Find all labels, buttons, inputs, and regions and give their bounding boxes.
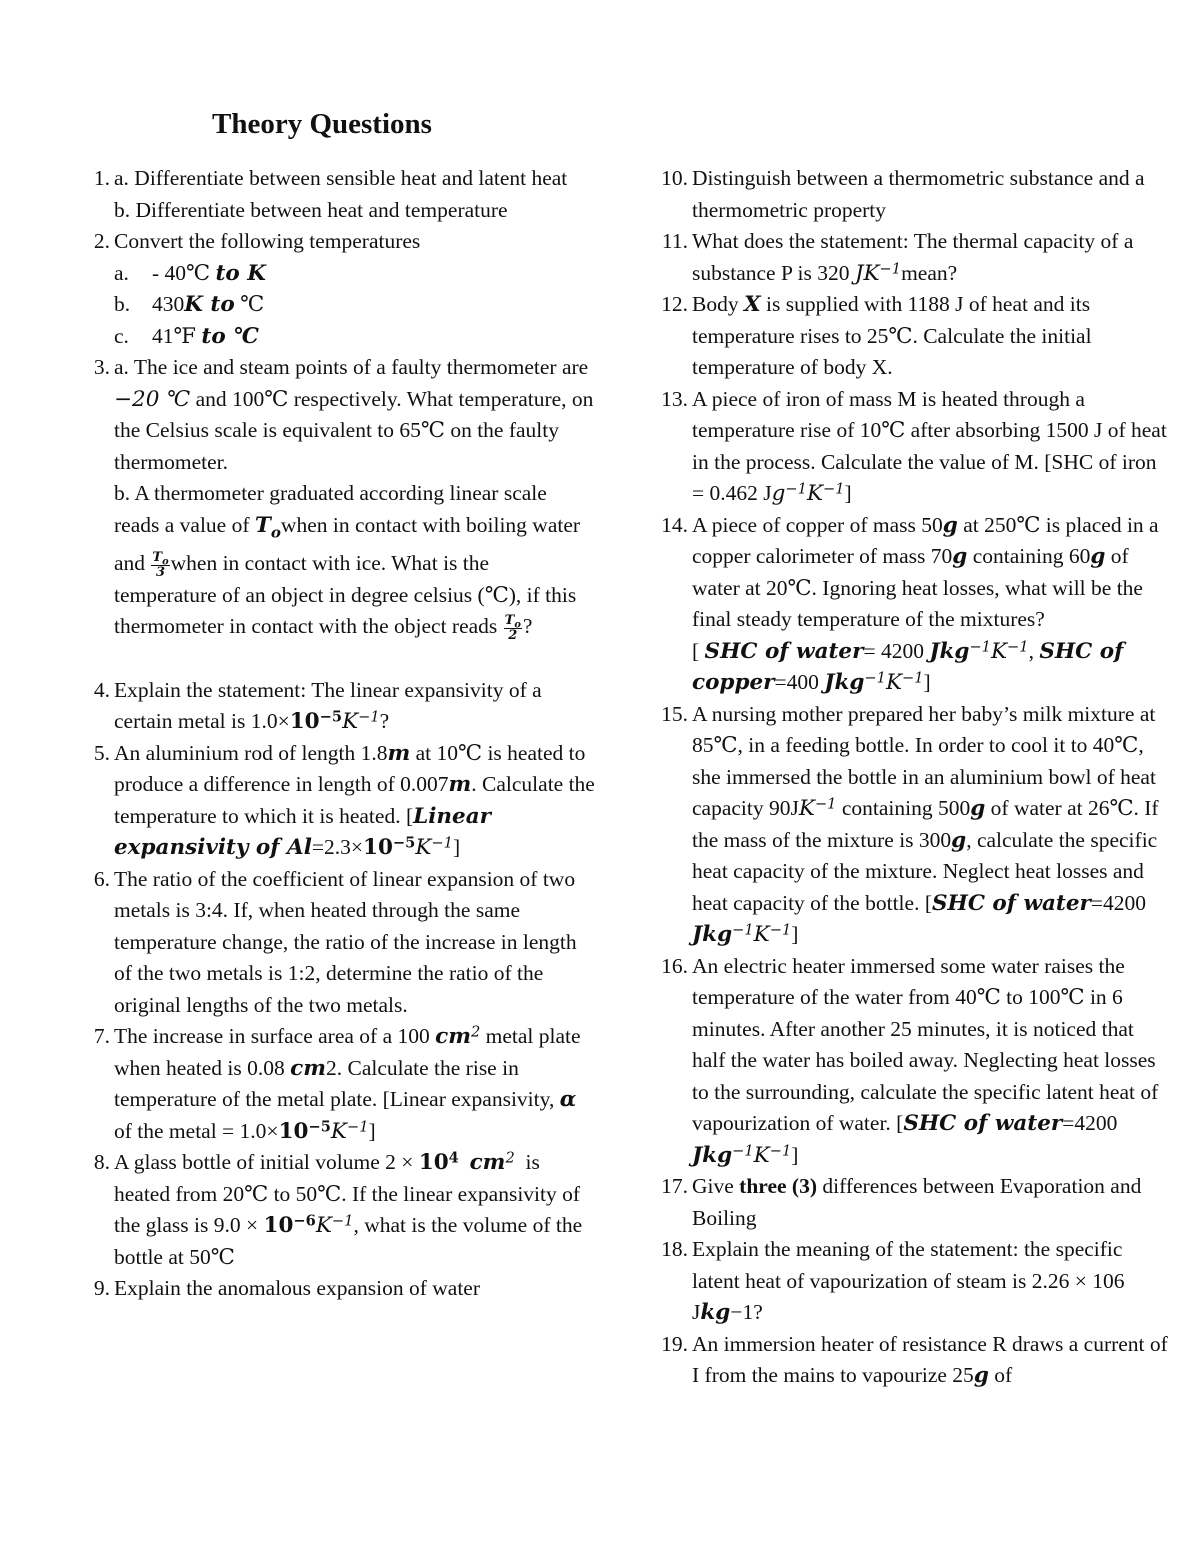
question-number: 7. [93, 1024, 110, 1049]
question-17: 17. Give three (3) differences between Evaporation and Boiling [654, 1171, 1169, 1234]
question-2-text: Convert the following temperatures [114, 229, 421, 253]
question-3 [76, 352, 596, 675]
question-18: 18. Explain the meaning of the statement: the specific latent heat of vapourization of steam is 2.26 × 106 Jkg−1? [654, 1234, 1169, 1329]
question-number: 12. [661, 292, 688, 316]
question-number: 14. [661, 512, 688, 537]
left-column [76, 163, 596, 1305]
question-number: 8. [93, 1150, 110, 1175]
question-10: 10. Distinguish between a thermometric substance and a thermometric property [654, 163, 1169, 226]
question-14-constants: [ SHC of water= 4200 $Jkg^{-1}K^{-1}$, SHC of copper=400 $Jkg^{-1}K^{-1}$] [692, 637, 1124, 695]
question-number: 15. [661, 701, 688, 726]
question-8: 8. A glass bottle of initial volume $2 \times 10^4$ $cm^2$ is heated from 20℃ to 50℃. If the linear expansivity of the glass is $9.0 \times 10^{-6}K^{-1}$, what is the volume of the bottle at 50℃ [76, 1147, 596, 1273]
question-7: 7. The increase in surface area of a 100 $cm^2$ metal plate when heated is 0.08 cm2. Calculate the rise in temperature of the metal plate. [Linear expansivity, α of the metal = $1.0\times 10^{-5}K^{-1}$] [76, 1021, 596, 1147]
fraction-t0-over-2: $\frac{T_o}{2}$ [504, 612, 521, 643]
question-2a: a. - 40℃ to K [114, 260, 266, 286]
question-12: 12. Body X is supplied with 1188 J of heat and its temperature rises to 25℃. Calculate the initial temperature of body X. [654, 289, 1169, 384]
question-number: 2. [93, 229, 110, 253]
question-4: 4. Explain the statement: The linear expansivity of a certain metal is $1.0\times 10^{-5}K^{-1}$? [76, 675, 596, 738]
question-3a: a. The ice and steam points of a faulty thermometer are −20 ℃ and 100℃ respectively. What temperature, on the Celsius scale is equivalent to 65℃ on the faulty thermometer. [114, 355, 594, 474]
question-number: 1. [93, 166, 110, 190]
question-number: 13. [661, 386, 688, 411]
question-number: 4. [93, 677, 110, 702]
question-number: 16. [661, 953, 688, 978]
question-number: 3. [93, 355, 110, 379]
page-title: Theory Questions [212, 108, 432, 140]
question-15: 15. A nursing mother prepared her baby’s milk mixture at 85℃, in a feeding bottle. In order to cool it to 40℃, she immersed the bottle in an aluminium bowl of heat capacity $90JK^{-1}$ containing 500g of water at 26℃. If the mass of the mixture is 300g, calculate the specific heat capacity of the mixture. Neglect heat losses and heat capacity of the bottle. [SHC of water=4200 $Jkg^{-1}K^{-1}$] [654, 699, 1169, 951]
question-16: 16. An electric heater immersed some water raises the temperature of the water from 40℃ to 100℃ in 6 minutes. After another 25 minutes, it is noticed that half the water has boiled away. Neglecting heat losses to the surrounding, calculate the specific latent heat of vapourization of water. [SHC of water=4200 $Jkg^{-1}K^{-1}$] [654, 951, 1169, 1172]
question-13: 13. A piece of iron of mass M is heated through a temperature rise of 10℃ after absorbing 1500 J of heat in the process. Calculate the value of M. [SHC of iron = 0.462 $Jg^{-1}K^{-1}$] [654, 384, 1169, 510]
question-3b: b. A thermometer graduated according linear scale reads a value of $T_owhen$ in contact with boiling water and $\frac{T_o}{3}$ when in contact with ice. What is the temperature of an object in degree celsius (℃), if this thermometer in contact with the object reads $\frac{T_o}{2}$ ? [114, 481, 581, 643]
question-number: 9. [93, 1276, 110, 1301]
question-11: 11. What does the statement: The thermal capacity of a substance P is 320 $JK^{-1}mean$? [654, 226, 1169, 289]
question-number: 5. [93, 740, 110, 765]
right-column [654, 163, 1169, 1392]
question-number: 11. [661, 229, 688, 253]
question-number: 19. [661, 1331, 688, 1356]
question-number: 10. [661, 166, 688, 190]
question-1b: b. Differentiate between heat and temperature [114, 197, 508, 222]
question-1 [76, 163, 596, 226]
fraction-t0-over-3: $\frac{T_o}{3}$ [152, 549, 169, 580]
question-14: 14. A piece of copper of mass 50g at 250℃ is placed in a copper calorimeter of mass 70g containing 60g of water at 20℃. Ignoring heat losses, what will be the final steady temperature of the mixtures? [ SHC of water= 4200 $Jkg^{-1}K^{-1}$, SHC of copper=400 $Jkg^{-1}K^{-1}$] [654, 510, 1169, 699]
t-zero-symbol: $T_o$ [254, 512, 281, 541]
question-2c: c. 41℉ to ℃ [114, 323, 259, 349]
question-number: 17. [661, 1174, 688, 1198]
question-1a: a. Differentiate between sensible heat and latent heat [114, 166, 568, 190]
question-number: 18. [661, 1237, 688, 1261]
question-19: 19. An immersion heater of resistance R draws a current of I from the mains to vapourize 25g of [654, 1329, 1169, 1392]
question-9: 9. Explain the anomalous expansion of water [76, 1273, 596, 1305]
question-5: 5. An aluminium rod of length 1.8m at 10℃ is heated to produce a difference in length of 0.007m. Calculate the temperature to which it is heated. [Linear expansivity of $Al=2.3\times 10^{-5}K^{-1}$] [76, 738, 596, 864]
question-2 [76, 226, 596, 352]
question-6: 6. The ratio of the coefficient of linear expansion of two metals is 3:4. If, when heated through the same temperature change, the ratio of the increase in length of the two metals is 1:2, determine the ratio of the original lengths of the two metals. [76, 864, 596, 1022]
question-number: 6. [93, 866, 110, 891]
question-2b: b. 430K to ℃ [114, 292, 265, 317]
